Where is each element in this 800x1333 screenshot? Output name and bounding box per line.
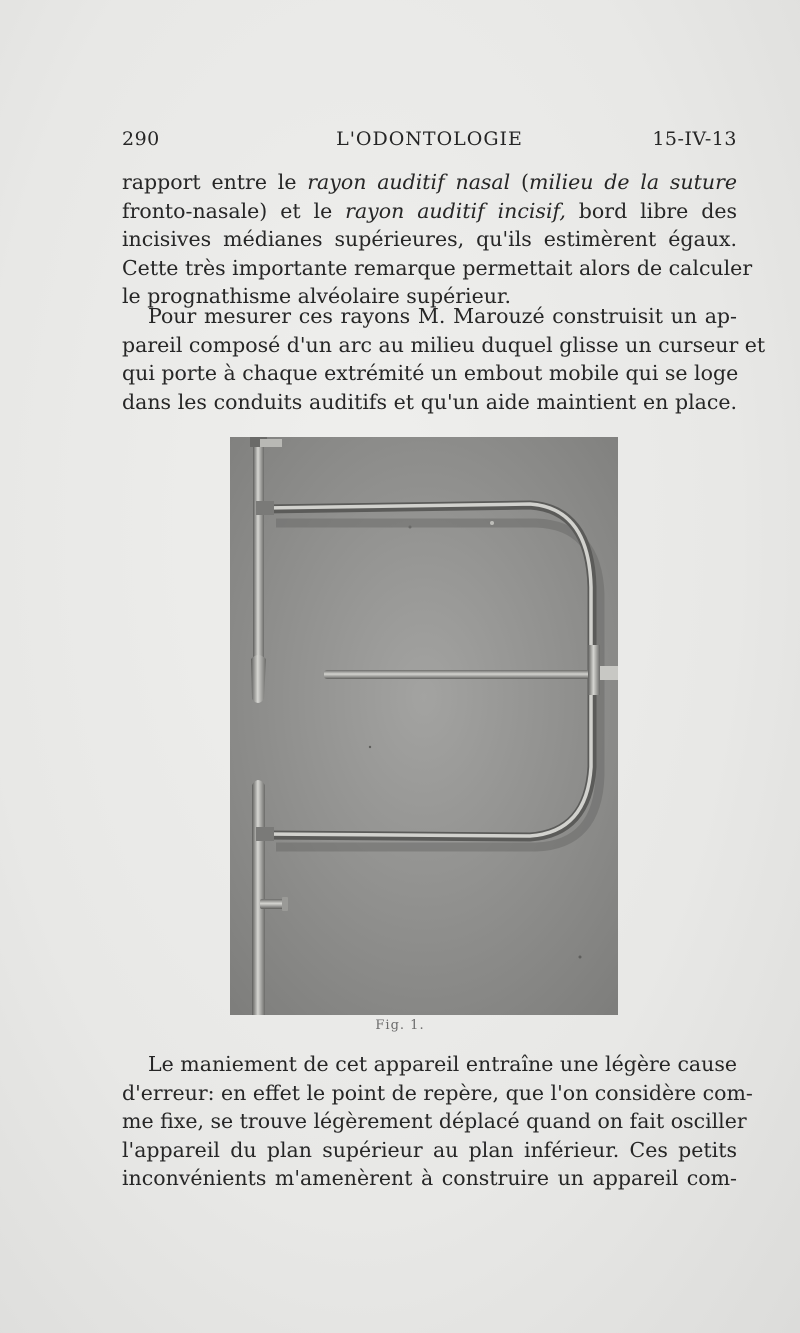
paragraph-line: dans les conduits auditifs et qu'un aide maintient en place. <box>122 389 737 414</box>
journal-title: L'ODONTOLOGIE <box>336 128 523 150</box>
paragraph-line: inconvénients m'amenèrent à construire un appareil com- <box>122 1166 737 1190</box>
paragraph-line: Le maniement de cet appareil entraîne une légère cause <box>148 1052 737 1076</box>
paragraph-3 <box>122 1050 753 1193</box>
paragraph-2 <box>122 302 766 416</box>
paragraph-line: rapport entre le rayon auditif nasal (milieu de la suture <box>122 170 738 194</box>
auditory-arc-instrument-illustration <box>230 437 618 1015</box>
paragraph-line: qui porte à chaque extrémité un embout mobile qui se loge <box>122 361 739 385</box>
running-head <box>122 128 737 156</box>
paragraph-line: pareil composé d'un arc au milieu duquel glisse un curseur et <box>122 332 766 357</box>
paragraph-line: l'appareil du plan supérieur au plan inférieur. Ces petits <box>122 1137 737 1162</box>
paragraph-line: fronto-nasale) et le rayon auditif incisif, bord libre des <box>122 198 737 223</box>
figure-photograph <box>230 437 618 1015</box>
figure-caption: Fig. 1. <box>375 1018 425 1033</box>
paragraph-line: Cette très importante remarque permettait alors de calculer <box>122 255 753 280</box>
issue-date: 15-IV-13 <box>652 128 737 150</box>
paragraph-line: me fixe, se trouve légèrement déplacé quand on fait osciller <box>122 1109 747 1133</box>
paragraph-1 <box>122 168 753 311</box>
page-number: 290 <box>122 128 160 150</box>
paragraph-line: Pour mesurer ces rayons M. Marouzé construisit un ap- <box>148 304 737 328</box>
paragraph-line: incisives médianes supérieures, qu'ils estimèrent égaux. <box>122 227 737 251</box>
paragraph-line: d'erreur: en effet le point de repère, que l'on considère com- <box>122 1080 753 1105</box>
paragraph-line: le prognathisme alvéolaire supérieur. <box>122 284 511 308</box>
